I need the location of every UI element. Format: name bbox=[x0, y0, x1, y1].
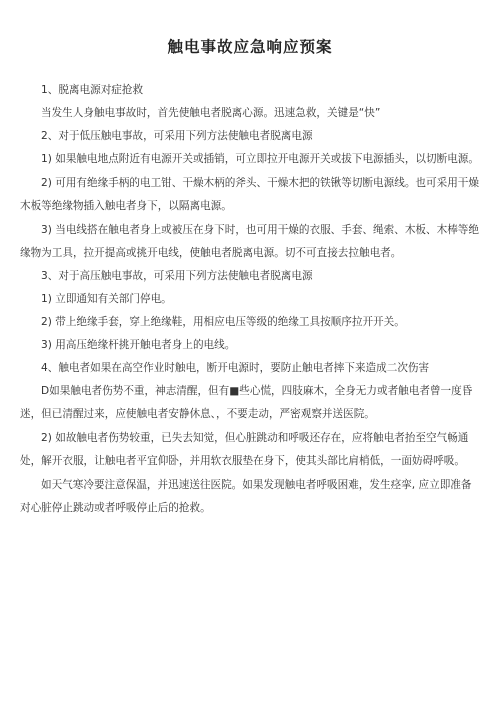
first-aid-step-1: D如果触电者伤势不重，神志清醒，但有■些心慌，四肢麻木，全身无力或者触电者曾一度昏迷，但已清醒过来，应使触电者安静休息、，不要走动，严密观察并送医院。 bbox=[20, 384, 473, 420]
section-heading-3: 3、对于高压触电事故，可采用下列方法使触电者脱离电源 bbox=[41, 269, 313, 282]
document-title: 触电事故应急响应预案 bbox=[167, 37, 333, 56]
low-voltage-step-2: 2) 可用有绝缘手柄的电工钳、干燥木柄的斧头、干燥木把的铁锹等切断电源线。也可采用干燥木板等绝缘物插入触电者身下，以隔离电源。 bbox=[20, 176, 479, 212]
high-voltage-step-3: 3) 用高压绝缘杆挑开触电者身上的电线。 bbox=[41, 338, 236, 351]
high-voltage-step-1: 1) 立即通知有关部门停电。 bbox=[41, 292, 172, 305]
first-aid-step-2: 2) 如故触电者伤势较重，已失去知觉，但心脏跳动和呼吸还存在，应将触电者抬至空气畅通处，解开衣服，让触电者平宜仰卧，并用软衣服垫在身下，使其头部比肩梢低，一面妨碍呼吸。 bbox=[20, 431, 469, 467]
paragraph-intro: 当发生人身触电事故时，首先使触电者脱离心源。迅速急救，关键是“快” bbox=[41, 106, 381, 119]
low-voltage-step-1: 1) 如果触电地点附近有电源开关或插销，可立即拉开电源开关或拔下电源插头，以切断电源。 bbox=[41, 152, 479, 165]
paragraph-closing: 如天气寒冷要注意保温，并迅速送往医院。如果发现触电者呼吸困难，发生痉挛, 应立即准备对心脏停止跳动或者呼吸停止后的抢救。 bbox=[20, 478, 472, 514]
section-heading-4: 4、触电者如果在高空作业时触电，断开电源时，要防止触电者摔下来造成二次伤害 bbox=[41, 361, 430, 374]
section-heading-1: 1、脱离电源对症抢救 bbox=[41, 83, 144, 96]
section-heading-2: 2、对于低压触电事故，可采用下列方法使触电者脱离电源 bbox=[41, 129, 313, 142]
high-voltage-step-2: 2) 带上绝缘手套，穿上绝缘鞋，用相应电压等级的绝缘工具按顺序拉开开关。 bbox=[41, 315, 405, 328]
low-voltage-step-3: 3) 当电线搭在触电者身上或被压在身下时，也可用干燥的衣服、手套、绳索、木板、木棒等绝缘物为工具，拉开提高或挑开电线，使触电者脱离电源。切不可直接去拉触电者。 bbox=[20, 223, 479, 259]
